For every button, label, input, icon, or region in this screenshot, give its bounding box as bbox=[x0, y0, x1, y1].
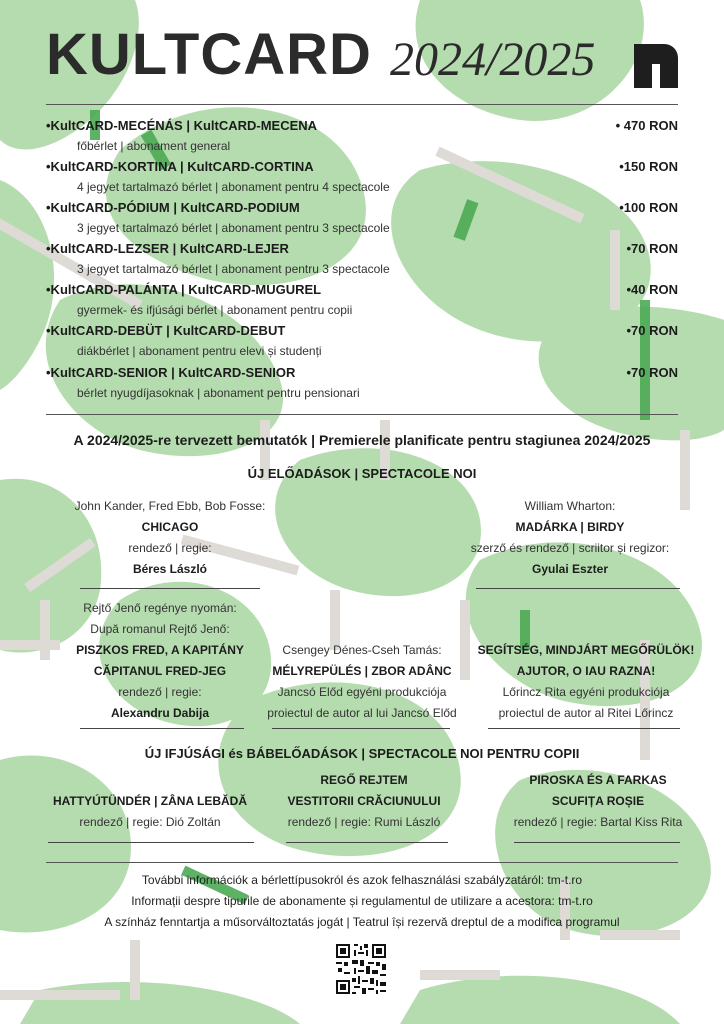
season-label: 2024/2025 bbox=[390, 33, 596, 86]
pass-description: 3 jegyet tartalmazó bérlet | abonament pentru 3 spectacole bbox=[77, 262, 390, 276]
underline bbox=[286, 842, 448, 843]
show-title-ro: VESTITORII CRĂCIUNULUI bbox=[287, 794, 441, 808]
show-title-hu: REGŐ REJTEM bbox=[320, 773, 408, 787]
poster-title: KULTCARD bbox=[46, 22, 372, 87]
pass-description: főbérlet | abonament general bbox=[77, 139, 231, 153]
show-piszkos-fred bbox=[60, 598, 260, 724]
pass-name: •KultCARD-KORTINA | KultCARD-CORTINA bbox=[46, 159, 314, 174]
underline bbox=[80, 728, 244, 729]
show-director: Gyulai Eszter bbox=[531, 562, 609, 576]
pass-description: gyermek- és ifjúsági bérlet | abonament pentru copii bbox=[77, 303, 353, 317]
show-note-hu: Lőrincz Rita egyéni produkciója bbox=[502, 685, 670, 699]
pass-description: diákbérlet | abonament pentru elevi și studenți bbox=[77, 344, 322, 358]
show-title-hu: PIROSKA ÉS A FARKAS bbox=[529, 773, 667, 787]
show-piroska bbox=[486, 770, 710, 833]
pass-description: bérlet nyugdíjasoknak | abonament pentru pensionari bbox=[77, 386, 360, 400]
pass-name: •KultCARD-DEBÜT | KultCARD-DEBUT bbox=[46, 323, 286, 338]
show-title: MADÁRKA | BIRDY bbox=[515, 520, 625, 534]
divider bbox=[46, 862, 678, 863]
show-birdy bbox=[460, 496, 680, 580]
pass-name: •KultCARD-LEZSER | KultCARD-LEJER bbox=[46, 241, 289, 256]
underline bbox=[272, 728, 450, 729]
show-title-ro: AJUTOR, O IAU RAZNA! bbox=[516, 664, 656, 678]
pass-name: •KultCARD-PALÁNTA | KultCARD-MUGUREL bbox=[46, 282, 322, 297]
show-chicago bbox=[60, 496, 280, 580]
pass-name: •KultCARD-PÓDIUM | KultCARD-PODIUM bbox=[46, 200, 300, 215]
show-role: rendező | regie: bbox=[128, 541, 212, 555]
show-credit: rendező | regie: Dió Zoltán bbox=[79, 815, 221, 829]
show-authors: John Kander, Fred Ebb, Bob Fosse: bbox=[74, 499, 266, 513]
show-role: rendező | regie: bbox=[118, 685, 202, 699]
underline bbox=[514, 842, 680, 843]
footer-disclaimer: A színház fenntartja a műsorváltoztatás jogát | Teatrul își rezervă dreptul de a modifica programul bbox=[104, 915, 620, 929]
theatre-logo-icon bbox=[634, 44, 678, 88]
divider bbox=[46, 104, 678, 105]
show-hattyutunder bbox=[40, 791, 260, 833]
show-note-hu: Jancsó Előd egyéni produkciója bbox=[277, 685, 447, 699]
pass-price: •150 RON bbox=[619, 159, 678, 174]
show-title-hu: SEGÍTSÉG, MINDJÁRT MEGŐRÜLÖK! bbox=[477, 643, 695, 657]
divider bbox=[46, 414, 678, 415]
show-author-hu: Rejtő Jenő regénye nyomán: bbox=[83, 601, 237, 615]
pass-price: •70 RON bbox=[626, 323, 678, 338]
underline bbox=[80, 588, 260, 589]
show-melyrepules bbox=[266, 640, 458, 724]
pass-name: •KultCARD-SENIOR | KultCARD-SENIOR bbox=[46, 365, 296, 380]
footer-info-ro: Informații despre tipurile de abonamente și regulamentul de utilizare a acestora: tm-t.ro bbox=[131, 894, 593, 908]
show-role: szerző és rendező | scriitor și regizor: bbox=[470, 541, 670, 555]
footer-info-hu: További információk a bérlettípusokról és azok felhasználási szabályzatáról: tm-t.ro bbox=[141, 873, 583, 887]
show-title: HATTYÚTÜNDÉR | ZÂNA LEBĂDĂ bbox=[52, 794, 247, 808]
new-shows-title: ÚJ ELŐADÁSOK | SPECTACOLE NOI bbox=[247, 466, 477, 481]
show-authors: William Wharton: bbox=[524, 499, 616, 513]
pass-price: •100 RON bbox=[619, 200, 678, 215]
underline bbox=[476, 588, 680, 589]
underline bbox=[48, 842, 254, 843]
show-authors: Csengey Dénes-Cseh Tamás: bbox=[282, 643, 442, 657]
show-title: CHICAGO bbox=[141, 520, 199, 534]
show-title: MÉLYREPÜLÉS | ZBOR ADÂNC bbox=[272, 664, 452, 678]
show-director: Alexandru Dabija bbox=[110, 706, 210, 720]
show-director: Béres László bbox=[132, 562, 208, 576]
underline bbox=[488, 728, 680, 729]
show-author-ro: După romanul Rejtő Jenő: bbox=[90, 622, 230, 636]
show-title-ro: SCUFIȚA ROȘIE bbox=[551, 794, 645, 808]
show-title-hu: PISZKOS FRED, A KAPITÁNY bbox=[76, 643, 244, 657]
show-credit: rendező | regie: Bartal Kiss Rita bbox=[513, 815, 683, 829]
pass-price: • 470 RON bbox=[615, 118, 678, 133]
show-note-ro: proiectul de autor al Ritei Lőrincz bbox=[498, 706, 674, 720]
pass-price: •70 RON bbox=[626, 241, 678, 256]
pass-description: 3 jegyet tartalmazó bérlet | abonament pentru 3 spectacole bbox=[77, 221, 390, 235]
qr-code-icon[interactable] bbox=[334, 942, 388, 996]
pass-description: 4 jegyet tartalmazó bérlet | abonament pentru 4 spectacole bbox=[77, 180, 390, 194]
pass-price: •40 RON bbox=[626, 282, 678, 297]
pass-price: •70 RON bbox=[626, 365, 678, 380]
show-rego-rejtem bbox=[266, 770, 462, 833]
youth-shows-title: ÚJ IFJÚSÁGI és BÁBELŐADÁSOK | SPECTACOLE NOI PENTRU COPII bbox=[144, 746, 580, 761]
show-note-ro: proiectul de autor al lui Jancsó Előd bbox=[267, 706, 457, 720]
show-credit: rendező | regie: Rumi László bbox=[287, 815, 441, 829]
show-segitseg bbox=[476, 640, 696, 724]
pass-name: •KultCARD-MECÉNÁS | KultCARD-MECENA bbox=[46, 118, 318, 133]
premieres-title: A 2024/2025-re tervezett bemutatók | Premierele planificate pentru stagiunea 2024/2025 bbox=[73, 432, 651, 448]
show-title-ro: CĂPITANUL FRED-JEG bbox=[93, 664, 227, 678]
